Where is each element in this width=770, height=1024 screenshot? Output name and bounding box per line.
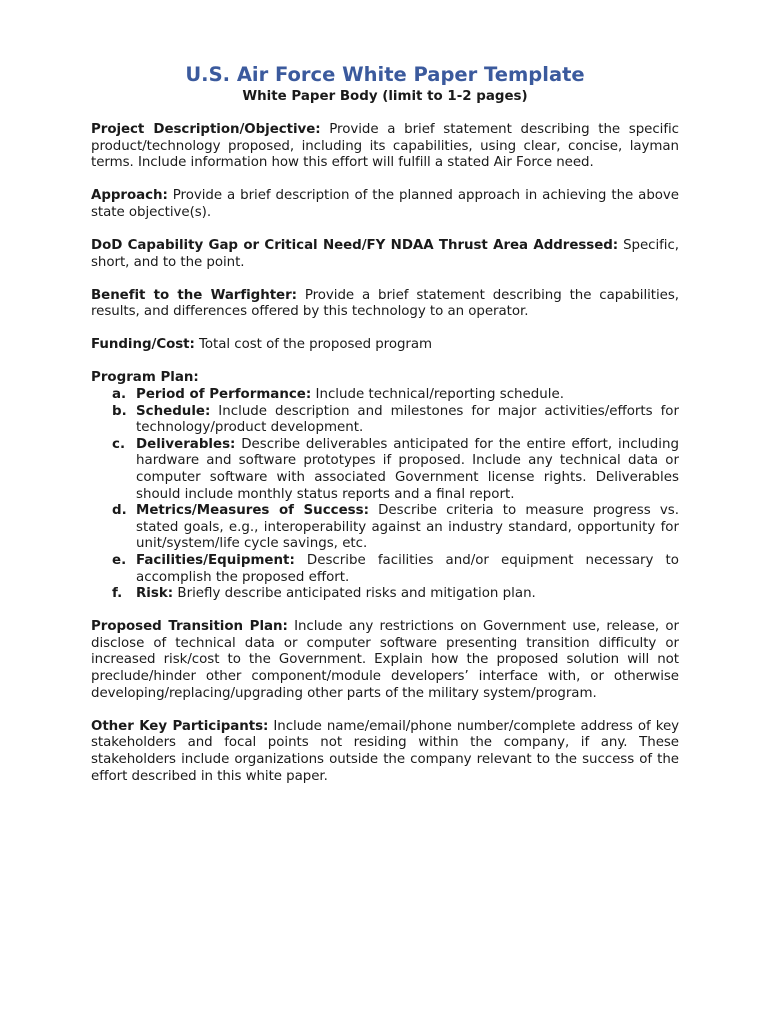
section-approach	[91, 188, 679, 221]
section-label: Approach:	[91, 188, 168, 204]
section-label: DoD Capability Gap or Critical Need/FY NDAA Thrust Area Addressed:	[91, 237, 619, 253]
list-item-label: Schedule:	[136, 403, 211, 419]
section-text: Provide a brief statement describing the capabilities, results, and differences offered by this technology to an operator.	[91, 287, 680, 320]
list-marker: e.	[112, 552, 127, 568]
list-item	[91, 387, 679, 404]
section-text: Provide a brief statement describing the specific product/technology proposed, including its capabilities, using clear, concise, layman terms. Include information how this effort will fulfill a stated Air Force need.	[91, 122, 679, 171]
section-text: Provide a brief description of the planned approach in achieving the above state objective(s).	[91, 188, 679, 220]
list-item	[91, 586, 679, 603]
list-item-text: Include description and milestones for major activities/efforts for technology/product development.	[136, 403, 679, 436]
list-item-label: Period of Performance:	[136, 387, 312, 403]
list-item	[91, 503, 679, 553]
section-funding	[91, 337, 679, 354]
section-text: Total cost of the proposed program	[194, 337, 433, 353]
document-page	[91, 62, 679, 802]
list-item-label: Deliverables:	[136, 436, 236, 452]
list-item	[91, 404, 679, 437]
section-benefit	[91, 288, 679, 321]
section-label: Other Key Participants:	[91, 718, 269, 734]
section-text: Specific, short, and to the point.	[91, 237, 679, 270]
list-marker: c.	[112, 436, 126, 452]
section-label: Benefit to the Warfighter:	[91, 287, 297, 303]
list-item	[91, 437, 679, 503]
program-plan-heading: Program Plan:	[91, 370, 199, 386]
list-item-text: Describe criteria to measure progress vs. stated goals, e.g., interoperability against an industry standard, opportunity for unit/system/life cycle savings, etc.	[136, 503, 679, 552]
section-label: Project Description/Objective:	[91, 122, 321, 137]
list-item-text: Describe facilities and/or equipment necessary to accomplish the proposed effort.	[136, 552, 679, 585]
section-label: Proposed Transition Plan:	[91, 619, 288, 635]
list-item-label: Risk:	[136, 586, 174, 602]
list-marker: a.	[112, 387, 127, 403]
section-project-description	[91, 122, 679, 172]
section-key-participants	[91, 719, 679, 785]
section-capability-gap	[91, 238, 679, 271]
list-item-text: Describe deliverables anticipated for the entire effort, including hardware and software prototypes if proposed. Include any technical data or computer software with associated Government license rights. Deliverables should include monthly status reports and a final report.	[136, 436, 679, 502]
section-text: Include name/email/phone number/complete address of key stakeholders and focal points not residing within the company, if any. These stakeholders include organizations outside the company relevant to the success of the effort described in this white paper.	[91, 718, 680, 784]
document-title: U.S. Air Force White Paper Template	[185, 63, 585, 86]
section-text: Include any restrictions on Government use, release, or disclose of technical data or computer software presenting transition difficulty or increased risk/cost to the Government. Explain how the proposed solution will not preclude/hinder other component/module developers’ interface with, or otherwise developing/replacing/upgrading other parts of the military system/program.	[91, 619, 679, 701]
list-marker: d.	[112, 503, 127, 519]
list-item-label: Facilities/Equipment:	[136, 552, 295, 568]
list-item-text: Include technical/reporting schedule.	[311, 387, 564, 403]
list-marker: f.	[112, 586, 123, 602]
list-item	[91, 553, 679, 586]
list-marker: b.	[112, 403, 127, 419]
list-item-text: Briefly describe anticipated risks and mitigation plan.	[173, 586, 536, 602]
section-label: Funding/Cost:	[91, 337, 195, 353]
section-transition-plan	[91, 619, 679, 702]
program-plan-list	[91, 387, 679, 603]
document-subtitle: White Paper Body (limit to 1-2 pages)	[242, 89, 528, 104]
list-item-label: Metrics/Measures of Success:	[136, 503, 369, 519]
